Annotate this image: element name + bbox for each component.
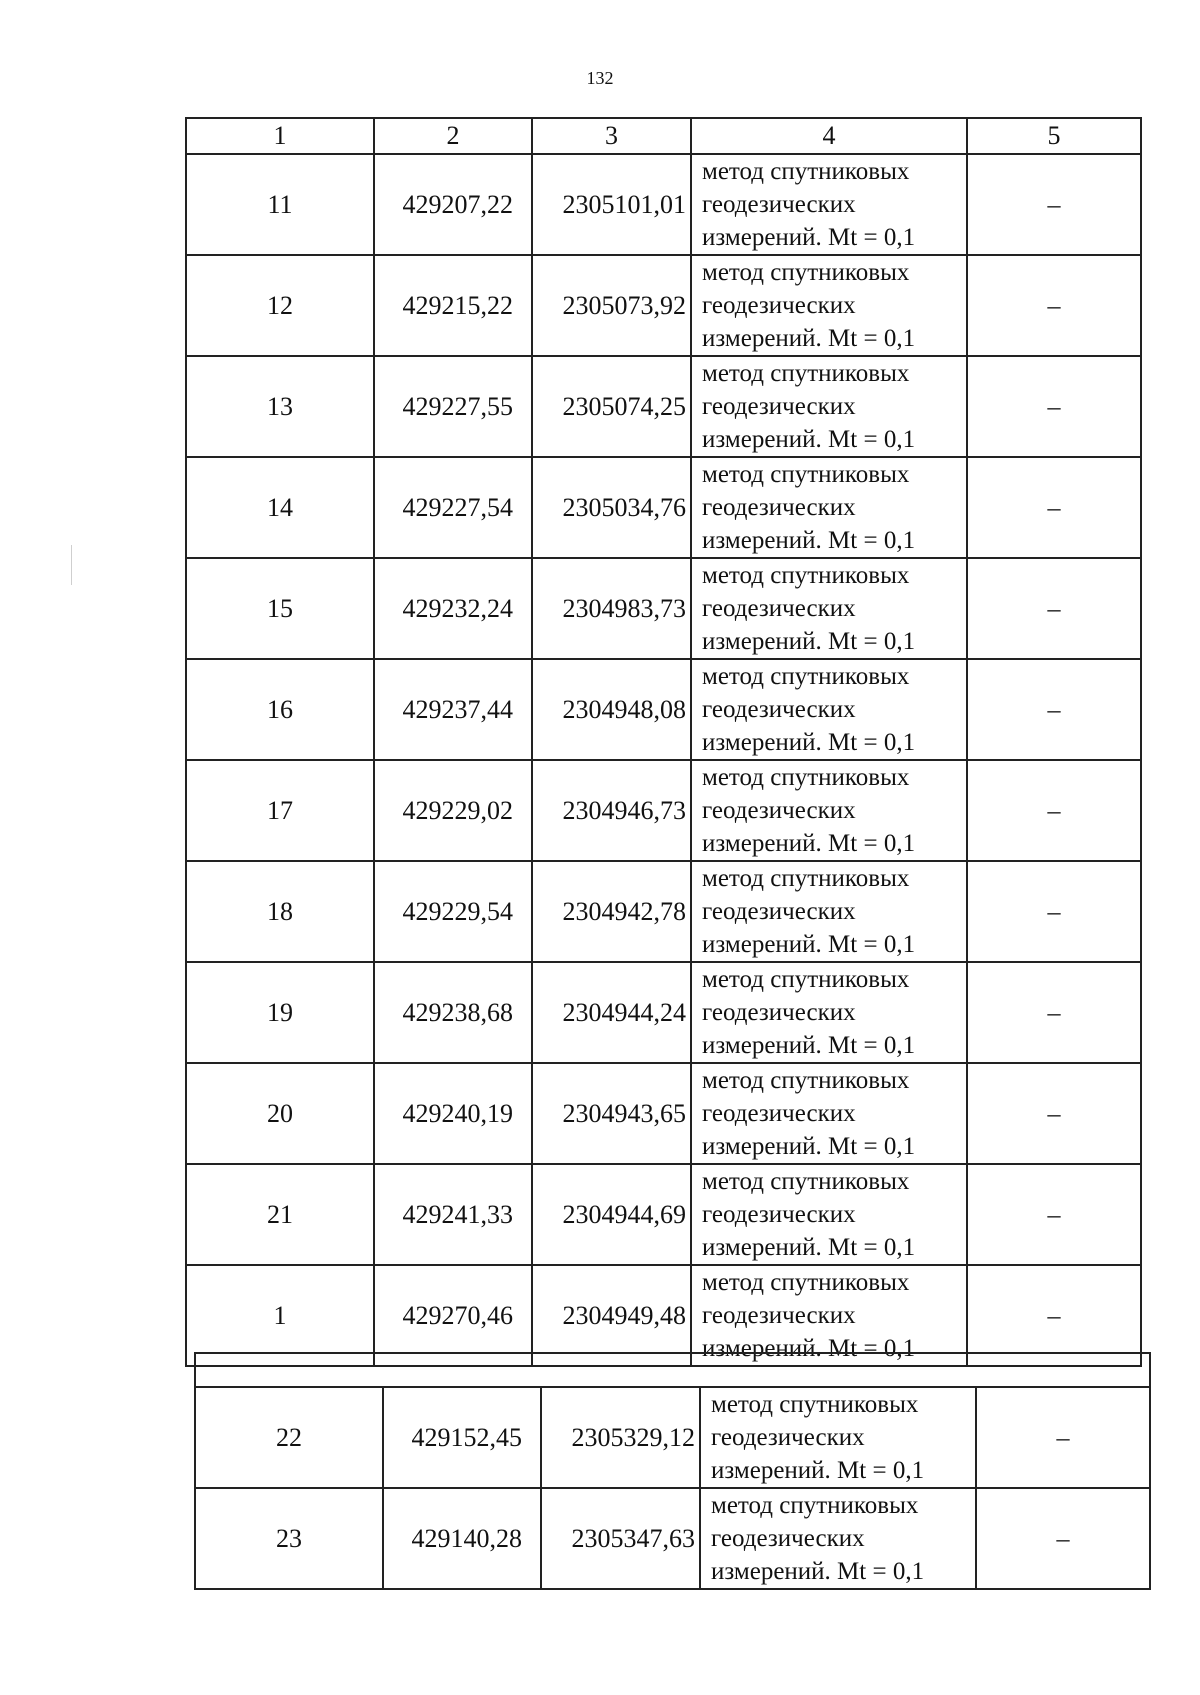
coordinates-table <box>185 117 1142 1367</box>
method-description-cell <box>691 255 967 356</box>
point-number-cell: 22 <box>195 1387 383 1488</box>
y-coordinate-cell: 2304946,73 <box>532 760 691 861</box>
note-cell: – <box>967 1265 1141 1366</box>
method-description-line: геодезических <box>702 494 856 521</box>
method-description-cell <box>691 154 967 255</box>
method-description-line: измерений. Mt = 0,1 <box>702 1032 916 1059</box>
method-description-line: метод спутниковых <box>711 1391 919 1418</box>
y-coordinate-cell: 2305329,12 <box>541 1387 700 1488</box>
method-description-line: геодезических <box>702 292 856 319</box>
method-description-cell <box>691 1265 967 1366</box>
point-number-cell: 19 <box>186 962 374 1063</box>
method-description-line: метод спутниковых <box>702 360 910 387</box>
x-coordinate-cell: 429229,54 <box>374 861 532 962</box>
method-description-cell <box>691 962 967 1063</box>
method-description-line: метод спутниковых <box>702 158 910 185</box>
method-description-line: геодезических <box>702 898 856 925</box>
method-description-line: измерений. Mt = 0,1 <box>702 426 916 453</box>
table-row <box>195 1387 1150 1488</box>
method-description-line: измерений. Mt = 0,1 <box>702 1234 916 1261</box>
note-cell: – <box>976 1387 1150 1488</box>
y-coordinate-cell: 2304983,73 <box>532 558 691 659</box>
method-description-cell <box>691 457 967 558</box>
method-description-line: геодезических <box>702 595 856 622</box>
column-number-4: 4 <box>691 118 967 154</box>
table-row <box>186 558 1141 659</box>
x-coordinate-cell: 429238,68 <box>374 962 532 1063</box>
note-cell: – <box>967 457 1141 558</box>
x-coordinate-cell: 429229,02 <box>374 760 532 861</box>
point-number-cell: 21 <box>186 1164 374 1265</box>
x-coordinate-cell: 429215,22 <box>374 255 532 356</box>
note-cell: – <box>967 356 1141 457</box>
method-description-line: геодезических <box>702 1100 856 1127</box>
table-row <box>186 457 1141 558</box>
x-coordinate-cell: 429140,28 <box>383 1488 541 1589</box>
table-row <box>186 356 1141 457</box>
method-description-line: метод спутниковых <box>702 1168 910 1195</box>
method-description-line: измерений. Mt = 0,1 <box>702 729 916 756</box>
method-description-line: геодезических <box>702 797 856 824</box>
method-description-line: метод спутниковых <box>702 764 910 791</box>
method-description-cell <box>691 659 967 760</box>
separator-row <box>195 1353 1150 1387</box>
method-description-line: геодезических <box>702 393 856 420</box>
method-description-line: метод спутниковых <box>702 865 910 892</box>
point-number-cell: 18 <box>186 861 374 962</box>
y-coordinate-cell: 2304943,65 <box>532 1063 691 1164</box>
table-row <box>186 1265 1141 1366</box>
point-number-cell: 16 <box>186 659 374 760</box>
y-coordinate-cell: 2304942,78 <box>532 861 691 962</box>
table-row <box>186 255 1141 356</box>
table-row <box>186 1063 1141 1164</box>
table-row <box>186 154 1141 255</box>
y-coordinate-cell: 2305074,25 <box>532 356 691 457</box>
method-description-cell <box>700 1488 976 1589</box>
column-number-1: 1 <box>186 118 374 154</box>
note-cell: – <box>967 861 1141 962</box>
method-description-cell <box>691 1063 967 1164</box>
method-description-line: метод спутниковых <box>711 1492 919 1519</box>
x-coordinate-cell: 429232,24 <box>374 558 532 659</box>
column-number-row <box>186 118 1141 154</box>
method-description-line: геодезических <box>711 1525 865 1552</box>
note-cell: – <box>967 659 1141 760</box>
table-body-top <box>186 118 1141 1366</box>
table-row <box>186 861 1141 962</box>
x-coordinate-cell: 429152,45 <box>383 1387 541 1488</box>
column-number-3: 3 <box>532 118 691 154</box>
method-description-line: метод спутниковых <box>702 966 910 993</box>
method-description-line: метод спутниковых <box>702 1269 910 1296</box>
x-coordinate-cell: 429270,46 <box>374 1265 532 1366</box>
method-description-line: геодезических <box>702 999 856 1026</box>
method-description-line: геодезических <box>702 1302 856 1329</box>
note-cell: – <box>967 255 1141 356</box>
method-description-cell <box>691 356 967 457</box>
method-description-line: измерений. Mt = 0,1 <box>702 628 916 655</box>
column-number-5: 5 <box>967 118 1141 154</box>
y-coordinate-cell: 2304944,69 <box>532 1164 691 1265</box>
method-description-line: метод спутниковых <box>702 259 910 286</box>
method-description-line: метод спутниковых <box>702 1067 910 1094</box>
method-description-line: метод спутниковых <box>702 663 910 690</box>
method-description-line: измерений. Mt = 0,1 <box>702 1335 916 1362</box>
method-description-line: измерений. Mt = 0,1 <box>702 224 916 251</box>
separator-cell <box>195 1353 1150 1387</box>
point-number-cell: 12 <box>186 255 374 356</box>
method-description-line: геодезических <box>702 191 856 218</box>
point-number-cell: 11 <box>186 154 374 255</box>
table-row <box>186 760 1141 861</box>
y-coordinate-cell: 2305347,63 <box>541 1488 700 1589</box>
method-description-line: метод спутниковых <box>702 562 910 589</box>
method-description-line: метод спутниковых <box>702 461 910 488</box>
y-coordinate-cell: 2304948,08 <box>532 659 691 760</box>
x-coordinate-cell: 429240,19 <box>374 1063 532 1164</box>
note-cell: – <box>967 558 1141 659</box>
y-coordinate-cell: 2304949,48 <box>532 1265 691 1366</box>
method-description-line: измерений. Mt = 0,1 <box>711 1457 925 1484</box>
table-row <box>186 962 1141 1063</box>
y-coordinate-cell: 2305073,92 <box>532 255 691 356</box>
table-row <box>195 1488 1150 1589</box>
table-row <box>186 1164 1141 1265</box>
page-number: 132 <box>586 68 614 88</box>
point-number-cell: 13 <box>186 356 374 457</box>
table-body-bottom <box>195 1353 1150 1589</box>
method-description-line: измерений. Mt = 0,1 <box>702 1133 916 1160</box>
note-cell: – <box>967 760 1141 861</box>
method-description-line: геодезических <box>702 1201 856 1228</box>
x-coordinate-cell: 429227,55 <box>374 356 532 457</box>
note-cell: – <box>976 1488 1150 1589</box>
method-description-cell <box>691 760 967 861</box>
point-number-cell: 14 <box>186 457 374 558</box>
note-cell: – <box>967 1063 1141 1164</box>
method-description-cell <box>691 558 967 659</box>
method-description-line: геодезических <box>711 1424 865 1451</box>
table-row <box>186 659 1141 760</box>
point-number-cell: 15 <box>186 558 374 659</box>
column-number-2: 2 <box>374 118 532 154</box>
x-coordinate-cell: 429237,44 <box>374 659 532 760</box>
method-description-cell <box>691 1164 967 1265</box>
scan-artifact-line <box>71 545 72 585</box>
y-coordinate-cell: 2305101,01 <box>532 154 691 255</box>
method-description-cell <box>700 1387 976 1488</box>
point-number-cell: 1 <box>186 1265 374 1366</box>
point-number-cell: 20 <box>186 1063 374 1164</box>
point-number-cell: 17 <box>186 760 374 861</box>
coordinates-table-continued <box>194 1352 1151 1590</box>
method-description-line: геодезических <box>702 696 856 723</box>
method-description-line: измерений. Mt = 0,1 <box>702 931 916 958</box>
y-coordinate-cell: 2305034,76 <box>532 457 691 558</box>
x-coordinate-cell: 429207,22 <box>374 154 532 255</box>
method-description-line: измерений. Mt = 0,1 <box>702 325 916 352</box>
method-description-line: измерений. Mt = 0,1 <box>711 1558 925 1585</box>
point-number-cell: 23 <box>195 1488 383 1589</box>
x-coordinate-cell: 429241,33 <box>374 1164 532 1265</box>
note-cell: – <box>967 962 1141 1063</box>
method-description-line: измерений. Mt = 0,1 <box>702 527 916 554</box>
note-cell: – <box>967 1164 1141 1265</box>
y-coordinate-cell: 2304944,24 <box>532 962 691 1063</box>
x-coordinate-cell: 429227,54 <box>374 457 532 558</box>
method-description-cell <box>691 861 967 962</box>
method-description-line: измерений. Mt = 0,1 <box>702 830 916 857</box>
note-cell: – <box>967 154 1141 255</box>
